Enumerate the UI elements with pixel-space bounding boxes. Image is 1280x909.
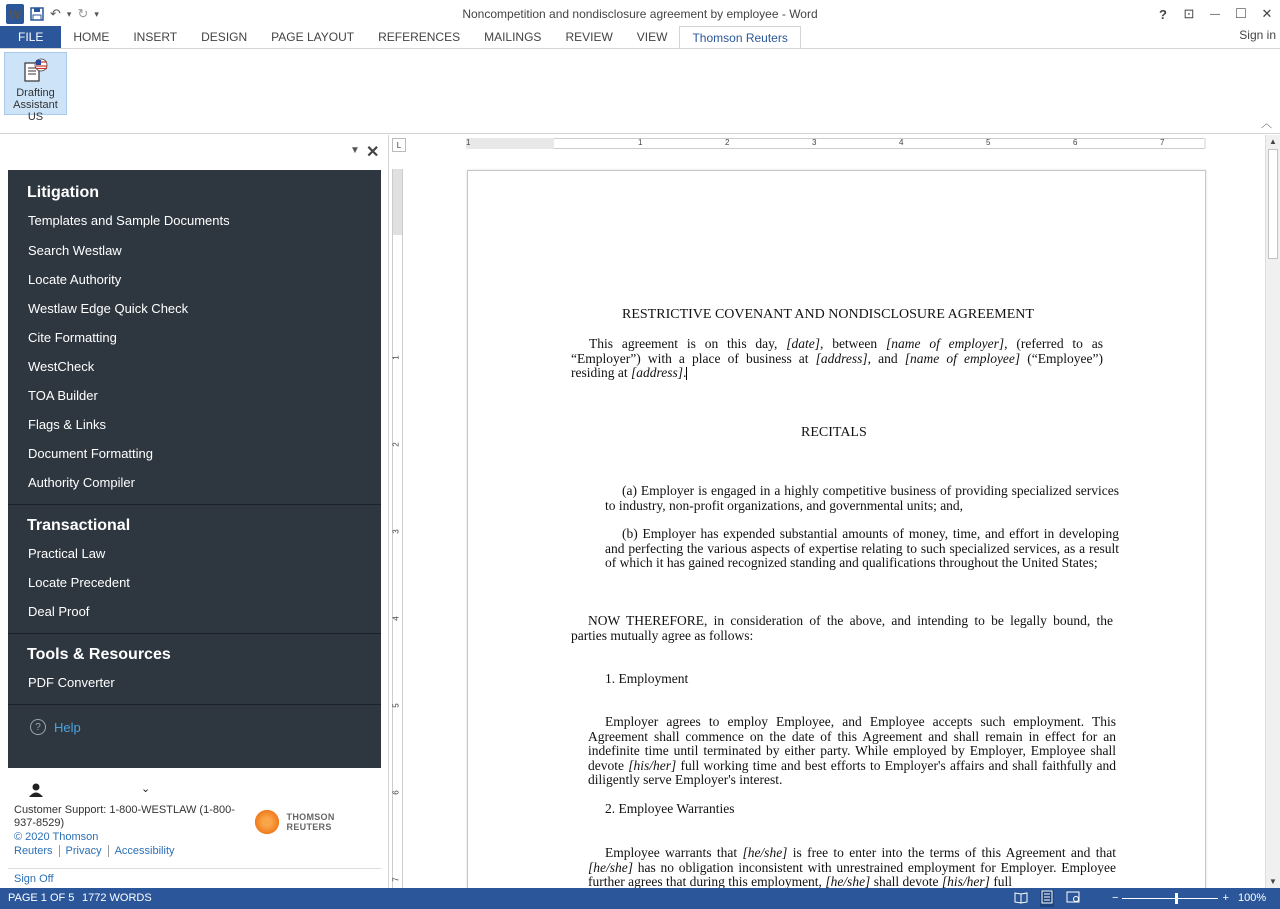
reuters-link[interactable]: Reuters (14, 845, 60, 857)
tab-references[interactable]: REFERENCES (378, 30, 461, 44)
menu-item-templates[interactable]: Templates and Sample Documents (28, 213, 230, 228)
section-divider (8, 504, 381, 505)
section-title-litigation: Litigation (27, 184, 99, 201)
section-1-text: Employer agrees to employ Employee, and Employee accepts such employment. This Agreement shall commence on the date of this Agreement and shall remain in effect for an indefinite time until terminated by either party. While employed by Employer, Employee shall devote (588, 714, 1116, 773)
document-area (389, 135, 1280, 888)
print-layout-icon[interactable] (1040, 890, 1054, 907)
tab-file[interactable]: FILE (0, 26, 61, 48)
ruler-number: 6 (1073, 138, 1078, 147)
signoff-row (8, 868, 381, 888)
placeholder-his-her: [his/her] (941, 874, 990, 888)
recital-a: (a) Employer is engaged in a highly competitive business of providing specialized services to industry, non-profit organizations, and governmental units; and, (605, 483, 1119, 513)
section-2-text: Employee warrants that (605, 845, 743, 860)
minimize-button[interactable]: — (1210, 8, 1220, 20)
ruler-number: 6 (391, 790, 401, 795)
zoom-level[interactable]: 100% (1238, 892, 1267, 904)
intro-text: , and (867, 350, 905, 366)
tab-view[interactable]: VIEW (636, 30, 668, 44)
drafting-label-1: Drafting (16, 87, 55, 99)
menu-item-cite-formatting[interactable]: Cite Formatting (28, 330, 117, 345)
ruler-number: 7 (1160, 138, 1165, 147)
ribbon (0, 48, 1280, 134)
menu-item-search-westlaw[interactable]: Search Westlaw (28, 243, 122, 258)
menu-item-document-formatting[interactable]: Document Formatting (28, 446, 153, 461)
ruler-number: 7 (391, 877, 401, 882)
scroll-up-icon[interactable]: ▲ (1269, 137, 1277, 146)
ruler-number: 1 (466, 138, 471, 147)
pane-options-dropdown-icon[interactable]: ▼ (350, 145, 360, 156)
tab-design[interactable]: DESIGN (201, 30, 248, 44)
zoom-out-button[interactable]: − (1112, 892, 1119, 904)
scroll-down-icon[interactable]: ▼ (1269, 877, 1277, 886)
menu-item-practical-law[interactable]: Practical Law (28, 546, 106, 561)
tab-insert[interactable]: INSERT (133, 30, 178, 44)
ribbon-display-options-button[interactable]: ⊡ (1183, 6, 1195, 21)
section-2-paragraph (588, 846, 1116, 888)
section-1-paragraph (588, 715, 1116, 788)
copyright-text: © 2020 Thomson (14, 831, 99, 843)
section-2-heading: 2. Employee Warranties (605, 801, 735, 816)
pane-header (0, 135, 389, 169)
section-2-text: has no obligation inconsistent with unrestrained employment for Employer. Employee further agrees that during this employment, (588, 859, 1116, 888)
menu-item-flags-links[interactable]: Flags & Links (28, 417, 107, 432)
window-controls (1150, 0, 1280, 28)
tab-selector[interactable]: L (392, 138, 406, 152)
zoom-track[interactable] (1122, 898, 1218, 899)
user-dropdown-icon[interactable]: ⌄ (141, 783, 151, 795)
vertical-ruler[interactable] (392, 169, 403, 888)
view-buttons (1014, 890, 1080, 907)
recitals-heading: RECITALS (801, 425, 867, 440)
logo-text: THOMSON REUTERS (286, 812, 335, 832)
help-icon: ? (30, 719, 46, 735)
section-title-transactional: Transactional (27, 517, 131, 534)
drafting-assistant-icon (22, 57, 50, 85)
placeholder-employee: [name of employee] (904, 350, 1021, 366)
ruler-number: 4 (899, 138, 904, 147)
footer-links (14, 845, 181, 857)
placeholder-address: [address] (631, 365, 684, 380)
section-1-text: full working time and best efforts to Employer's affairs and shall faithfully and diligently serve Employer's interest. (588, 757, 1116, 787)
collapse-ribbon-icon[interactable]: ︿ (1261, 118, 1272, 130)
placeholder-he-she: [he/she] (825, 874, 871, 888)
menu-item-locate-precedent[interactable]: Locate Precedent (28, 575, 130, 590)
thomson-reuters-logo (253, 808, 381, 836)
now-therefore-paragraph: NOW THEREFORE, in consideration of the above, and intending to be legally bound, the parties mutually agree as follows: (571, 613, 1113, 643)
ruler-text-area (554, 138, 1204, 149)
text-cursor (686, 367, 687, 380)
pane-footer (8, 768, 381, 888)
customize-qat-icon[interactable]: ▾ (94, 8, 99, 19)
page-count[interactable]: PAGE 1 OF 5 (8, 892, 75, 904)
horizontal-ruler[interactable] (466, 138, 1206, 149)
ruler-number: 2 (391, 442, 401, 447)
intro-text: , between (819, 336, 887, 351)
section-2-text: full (989, 874, 1013, 888)
status-bar (0, 888, 1280, 909)
ruler-number: 3 (391, 529, 401, 534)
ruler-number: 2 (725, 138, 730, 147)
ruler-margin (393, 169, 402, 235)
pane-menu (8, 170, 381, 768)
menu-item-locate-authority[interactable]: Locate Authority (28, 272, 122, 287)
section-1-heading: 1. Employment (605, 671, 689, 686)
intro-text: , (referred to as “Employer”) with a place of business at (571, 336, 1104, 366)
help-link[interactable] (30, 719, 81, 735)
tab-review[interactable]: REVIEW (565, 30, 613, 44)
ruler-number: 1 (391, 355, 401, 360)
sign-in-link[interactable]: Sign in (1239, 28, 1276, 42)
section-title-tools: Tools & Resources (27, 646, 171, 663)
menu-item-westcheck[interactable]: WestCheck (28, 359, 95, 374)
ruler-number: 3 (812, 138, 817, 147)
zoom-thumb[interactable] (1175, 893, 1178, 904)
privacy-link[interactable]: Privacy (60, 845, 109, 857)
tab-thomson-reuters[interactable]: Thomson Reuters (679, 26, 800, 48)
intro-paragraph (571, 337, 1103, 381)
drafting-assistant-pane (0, 135, 389, 888)
placeholder-he-she: [he/she] (588, 859, 633, 875)
close-button[interactable]: ✕ (1261, 6, 1273, 21)
intro-text: (“Employee”) residing at (571, 350, 1103, 380)
customer-support-text: Customer Support: 1-800-WESTLAW (1-800-937-8529) (14, 804, 235, 829)
section-divider (8, 704, 381, 705)
section-divider (8, 633, 381, 634)
vertical-scrollbar[interactable] (1265, 135, 1280, 888)
thomson-reuters-logo-icon (253, 808, 281, 836)
undo-dropdown-icon[interactable]: ▾ (66, 8, 72, 19)
section-2-text: shall devote (870, 874, 942, 888)
menu-item-authority-compiler[interactable]: Authority Compiler (28, 475, 135, 490)
tab-mailings[interactable]: MAILINGS (484, 30, 542, 44)
zoom-slider[interactable] (1112, 892, 1229, 904)
word-app-icon[interactable]: W (6, 4, 24, 24)
redo-icon[interactable]: ↻ (77, 6, 89, 21)
ruler-number: 5 (391, 703, 401, 708)
window-title: Noncompetition and nondisclosure agreement by employee - Word (462, 7, 818, 21)
placeholder-employer: [name of employer] (886, 336, 1005, 351)
document-heading: RESTRICTIVE COVENANT AND NONDISCLOSURE AGREEMENT (622, 307, 1034, 322)
scroll-thumb[interactable] (1268, 149, 1278, 259)
menu-item-quick-check[interactable]: Westlaw Edge Quick Check (28, 301, 189, 316)
menu-item-deal-proof[interactable]: Deal Proof (28, 604, 90, 619)
drafting-assistant-button[interactable] (4, 52, 67, 123)
tab-home[interactable]: HOME (73, 30, 110, 44)
ruler-number: 1 (638, 138, 643, 147)
ruler-number: 5 (986, 138, 991, 147)
ribbon-tabs (0, 26, 1280, 48)
help-label: Help (54, 719, 81, 735)
user-icon[interactable] (28, 782, 44, 801)
menu-item-pdf-converter[interactable]: PDF Converter (28, 675, 115, 690)
menu-item-toa-builder[interactable]: TOA Builder (28, 388, 98, 403)
read-mode-icon[interactable] (1014, 890, 1028, 907)
title-bar (0, 0, 1280, 28)
pane-close-icon[interactable]: ✕ (366, 144, 380, 161)
placeholder-he-she: [he/she] (742, 845, 788, 860)
undo-icon[interactable]: ↶ (50, 6, 61, 21)
document-page[interactable] (467, 170, 1206, 888)
word-count[interactable]: 1772 WORDS (82, 892, 152, 904)
intro-text: . (683, 365, 687, 380)
placeholder-address: [address] (815, 350, 868, 366)
ruler-number: 4 (391, 616, 401, 621)
tab-page-layout[interactable]: PAGE LAYOUT (271, 30, 355, 44)
zoom-in-button[interactable]: + (1222, 892, 1229, 904)
help-button[interactable]: ? (1159, 6, 1167, 22)
section-2-text: is free to enter into the terms of this Agreement and that (787, 845, 1116, 860)
accessibility-link[interactable]: Accessibility (114, 845, 175, 857)
placeholder-date: [date] (786, 336, 820, 351)
intro-text: This agreement is on this day, (589, 336, 787, 351)
placeholder-his-her: [his/her] (628, 757, 677, 773)
sign-off-link[interactable]: Sign Off (14, 873, 54, 885)
maximize-button[interactable]: □ (1236, 5, 1246, 22)
drafting-label-2: Assistant US (13, 99, 58, 123)
recital-b: (b) Employer has expended substantial amounts of money, time, and effort in developing and perfecting the various aspects of expertise relating to such specialized services, as a result of which it has gained recognized standing and qualifications throughout the United States; (605, 526, 1119, 570)
web-layout-icon[interactable] (1066, 890, 1080, 907)
